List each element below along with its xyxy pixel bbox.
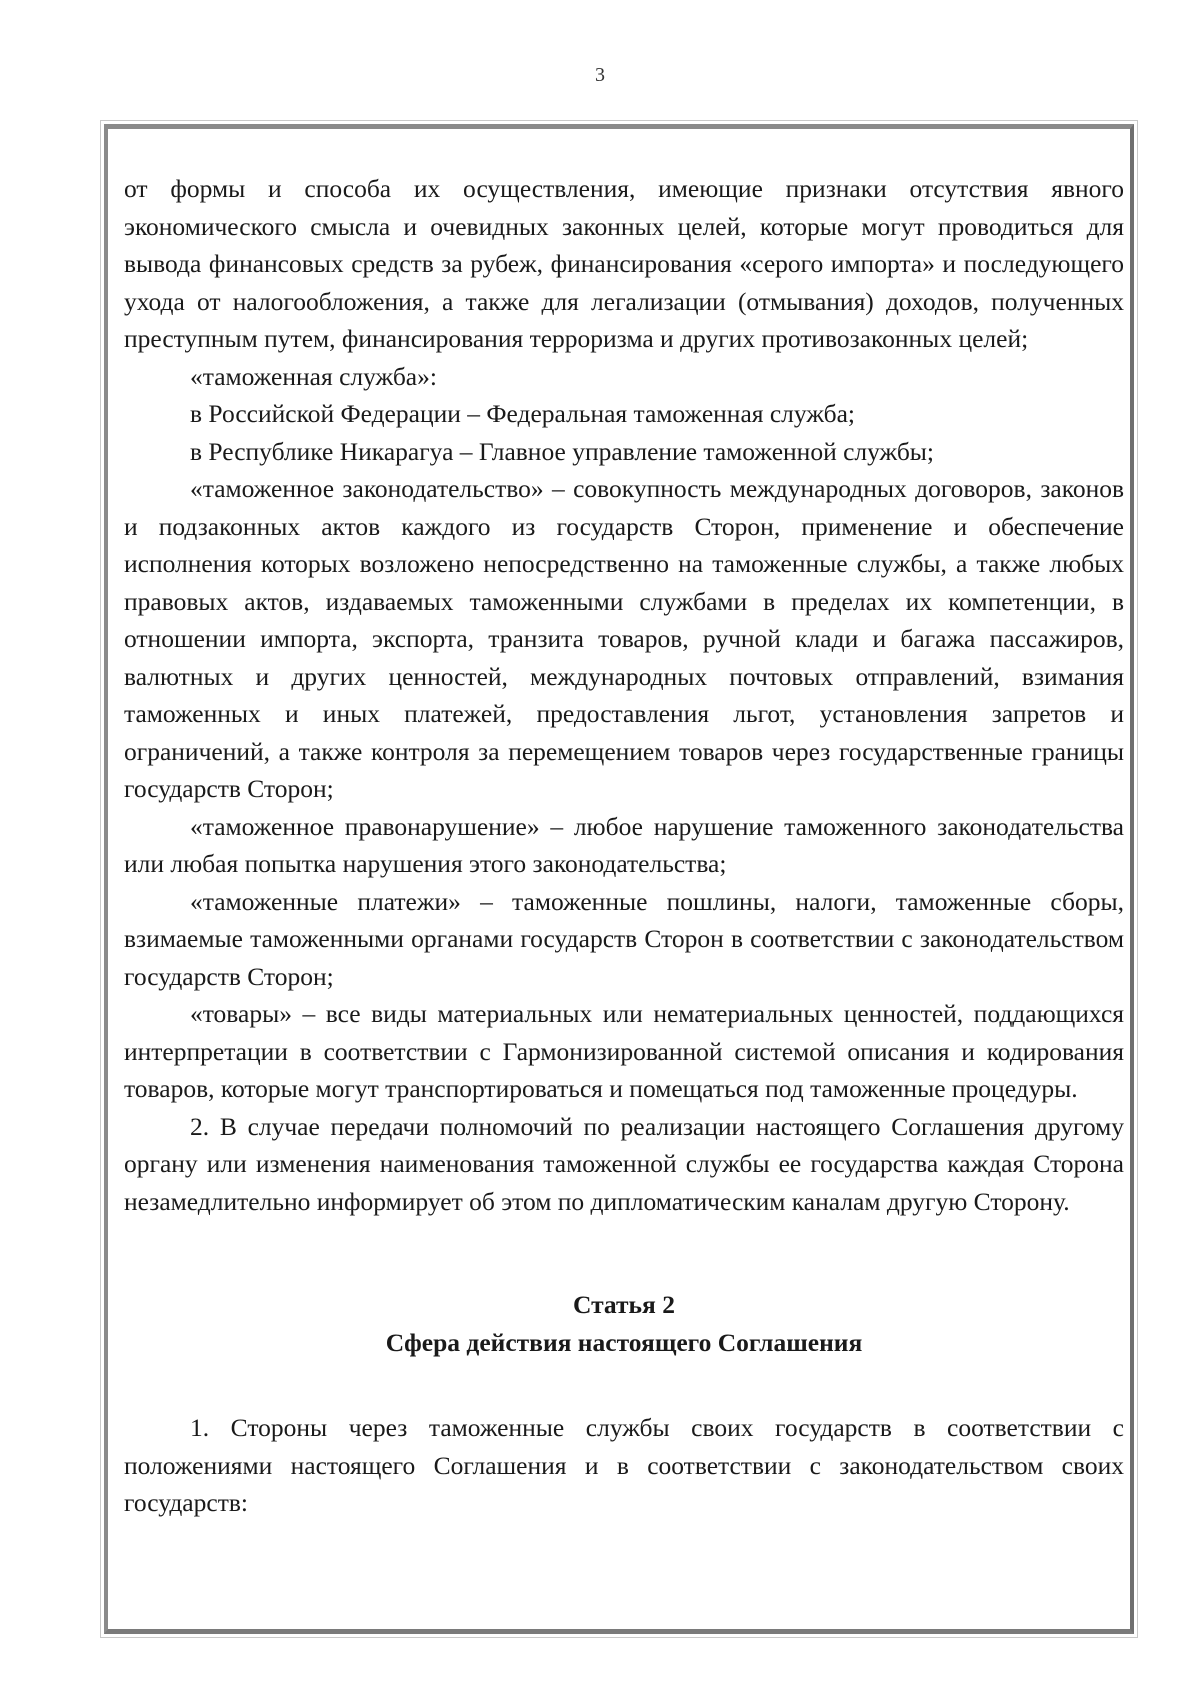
paragraphs-before — [124, 170, 1124, 1220]
paragraph: в Российской Федерации – Федеральная таможенная служба; — [190, 399, 855, 428]
paragraph: «таможенная служба»: — [190, 361, 437, 391]
paragraph: «таможенное законодательство» – совокупность международных договоров, законов и подзаконных актов каждого из государств Сторон, применение и обеспечение исполнения которых возложено непосредственно на таможенные службы, а также любых правовых актов, издаваемых таможенными службами в пределах их компетенции, в отношении импорта, экспорта, транзита товаров, ручной клади и багажа пассажиров, валютных и других ценностей, международных почтовых отправлений, взимания таможенных и иных платежей, предоставления льгот, установления запретов и ограничений, а также контроля за перемещением товаров через государственные границы государств Сторон; — [124, 474, 1124, 803]
paragraph: от формы и способа их осуществления, имеющие признаки отсутствия явного экономического смысла и очевидных законных целей, которые могут проводиться для вывода финансовых средств за рубеж, финансирования «серого импорта» и последующего ухода от налогообложения, а также для легализации (отмывания) доходов, полученных преступным путем, финансирования терроризма и других противозаконных целей; — [124, 174, 1124, 353]
document-body — [124, 170, 1124, 1522]
paragraph: «таможенные платежи» – таможенные пошлины, налоги, таможенные сборы, взимаемые таможенными органами государств Сторон в соответствии с законодательством государств Сторон; — [124, 886, 1124, 991]
paragraphs-after — [124, 1409, 1124, 1522]
article-title: Сфера действия настоящего Соглашения — [385, 1327, 863, 1357]
paragraph: в Республике Никарагуа – Главное управление таможенной службы; — [190, 436, 935, 466]
article-number: Статья 2 — [573, 1290, 675, 1319]
paragraph: «товары» – все виды материальных или нематериальных ценностей, поддающихся интерпретации в соответствии с Гармонизированной системой описания и кодирования товаров, которые могут транспортироваться и помещаться под таможенные процедуры. — [124, 999, 1124, 1103]
paragraph: «таможенное правонарушение» – любое нарушение таможенного законодательства или любая попытка нарушения этого законодательства; — [124, 811, 1124, 878]
page-number: 3 — [595, 64, 605, 86]
paragraph: 2. В случае передачи полномочий по реализации настоящего Соглашения другому органу или изменения наименования таможенной службы ее государства каждая Сторона незамедлительно информирует об этом по дипломатическим каналам другую Сторону. — [124, 1111, 1124, 1216]
paragraph: 1. Стороны через таможенные службы своих государств в соответствии с положениями настоящего Соглашения и в соответствии с законодательством своих государств: — [124, 1413, 1124, 1517]
article-heading — [124, 1286, 1124, 1361]
